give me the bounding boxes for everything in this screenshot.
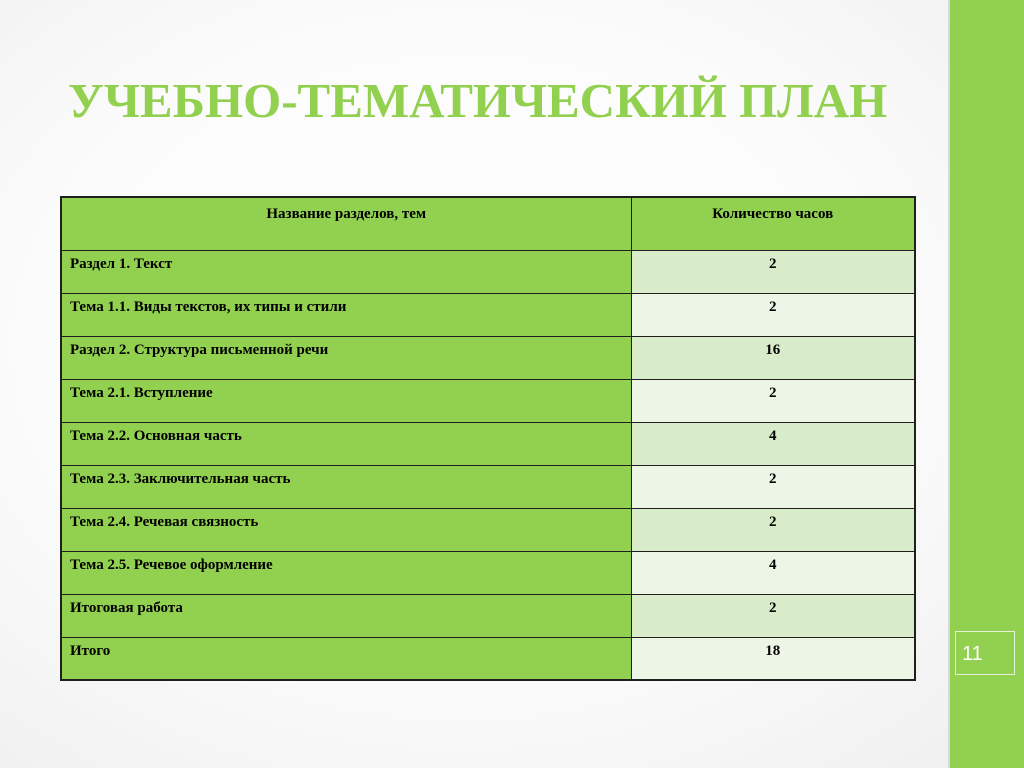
section-name-cell: Тема 1.1. Виды текстов, их типы и стили xyxy=(61,293,631,336)
column-header-name: Название разделов, тем xyxy=(61,197,631,250)
table-header-row xyxy=(61,197,915,250)
table-row xyxy=(61,465,915,508)
table-row xyxy=(61,508,915,551)
hours-cell: 18 xyxy=(631,637,915,680)
hours-cell: 2 xyxy=(631,379,915,422)
hours-cell: 2 xyxy=(631,465,915,508)
table-row xyxy=(61,551,915,594)
table-row xyxy=(61,336,915,379)
hours-cell: 4 xyxy=(631,422,915,465)
hours-cell: 2 xyxy=(631,508,915,551)
hours-cell: 2 xyxy=(631,293,915,336)
hours-cell: 2 xyxy=(631,250,915,293)
table-row xyxy=(61,422,915,465)
section-name-cell: Тема 2.5. Речевое оформление xyxy=(61,551,631,594)
section-name-cell: Итоговая работа xyxy=(61,594,631,637)
table-row xyxy=(61,594,915,637)
section-name-cell: Тема 2.1. Вступление xyxy=(61,379,631,422)
curriculum-table xyxy=(60,196,916,681)
section-name-cell: Итого xyxy=(61,637,631,680)
table-row xyxy=(61,293,915,336)
section-name-cell: Тема 2.3. Заключительная часть xyxy=(61,465,631,508)
hours-cell: 16 xyxy=(631,336,915,379)
hours-cell: 4 xyxy=(631,551,915,594)
section-name-cell: Раздел 2. Структура письменной речи xyxy=(61,336,631,379)
table-row xyxy=(61,379,915,422)
table-row xyxy=(61,250,915,293)
table-row xyxy=(61,637,915,680)
slide-title: УЧЕБНО-ТЕМАТИЧЕСКИЙ ПЛАН xyxy=(68,73,888,128)
slide-number: 11 xyxy=(955,631,1015,675)
section-name-cell: Тема 2.2. Основная часть xyxy=(61,422,631,465)
hours-cell: 2 xyxy=(631,594,915,637)
section-name-cell: Раздел 1. Текст xyxy=(61,250,631,293)
column-header-hours: Количество часов xyxy=(631,197,915,250)
section-name-cell: Тема 2.4. Речевая связность xyxy=(61,508,631,551)
